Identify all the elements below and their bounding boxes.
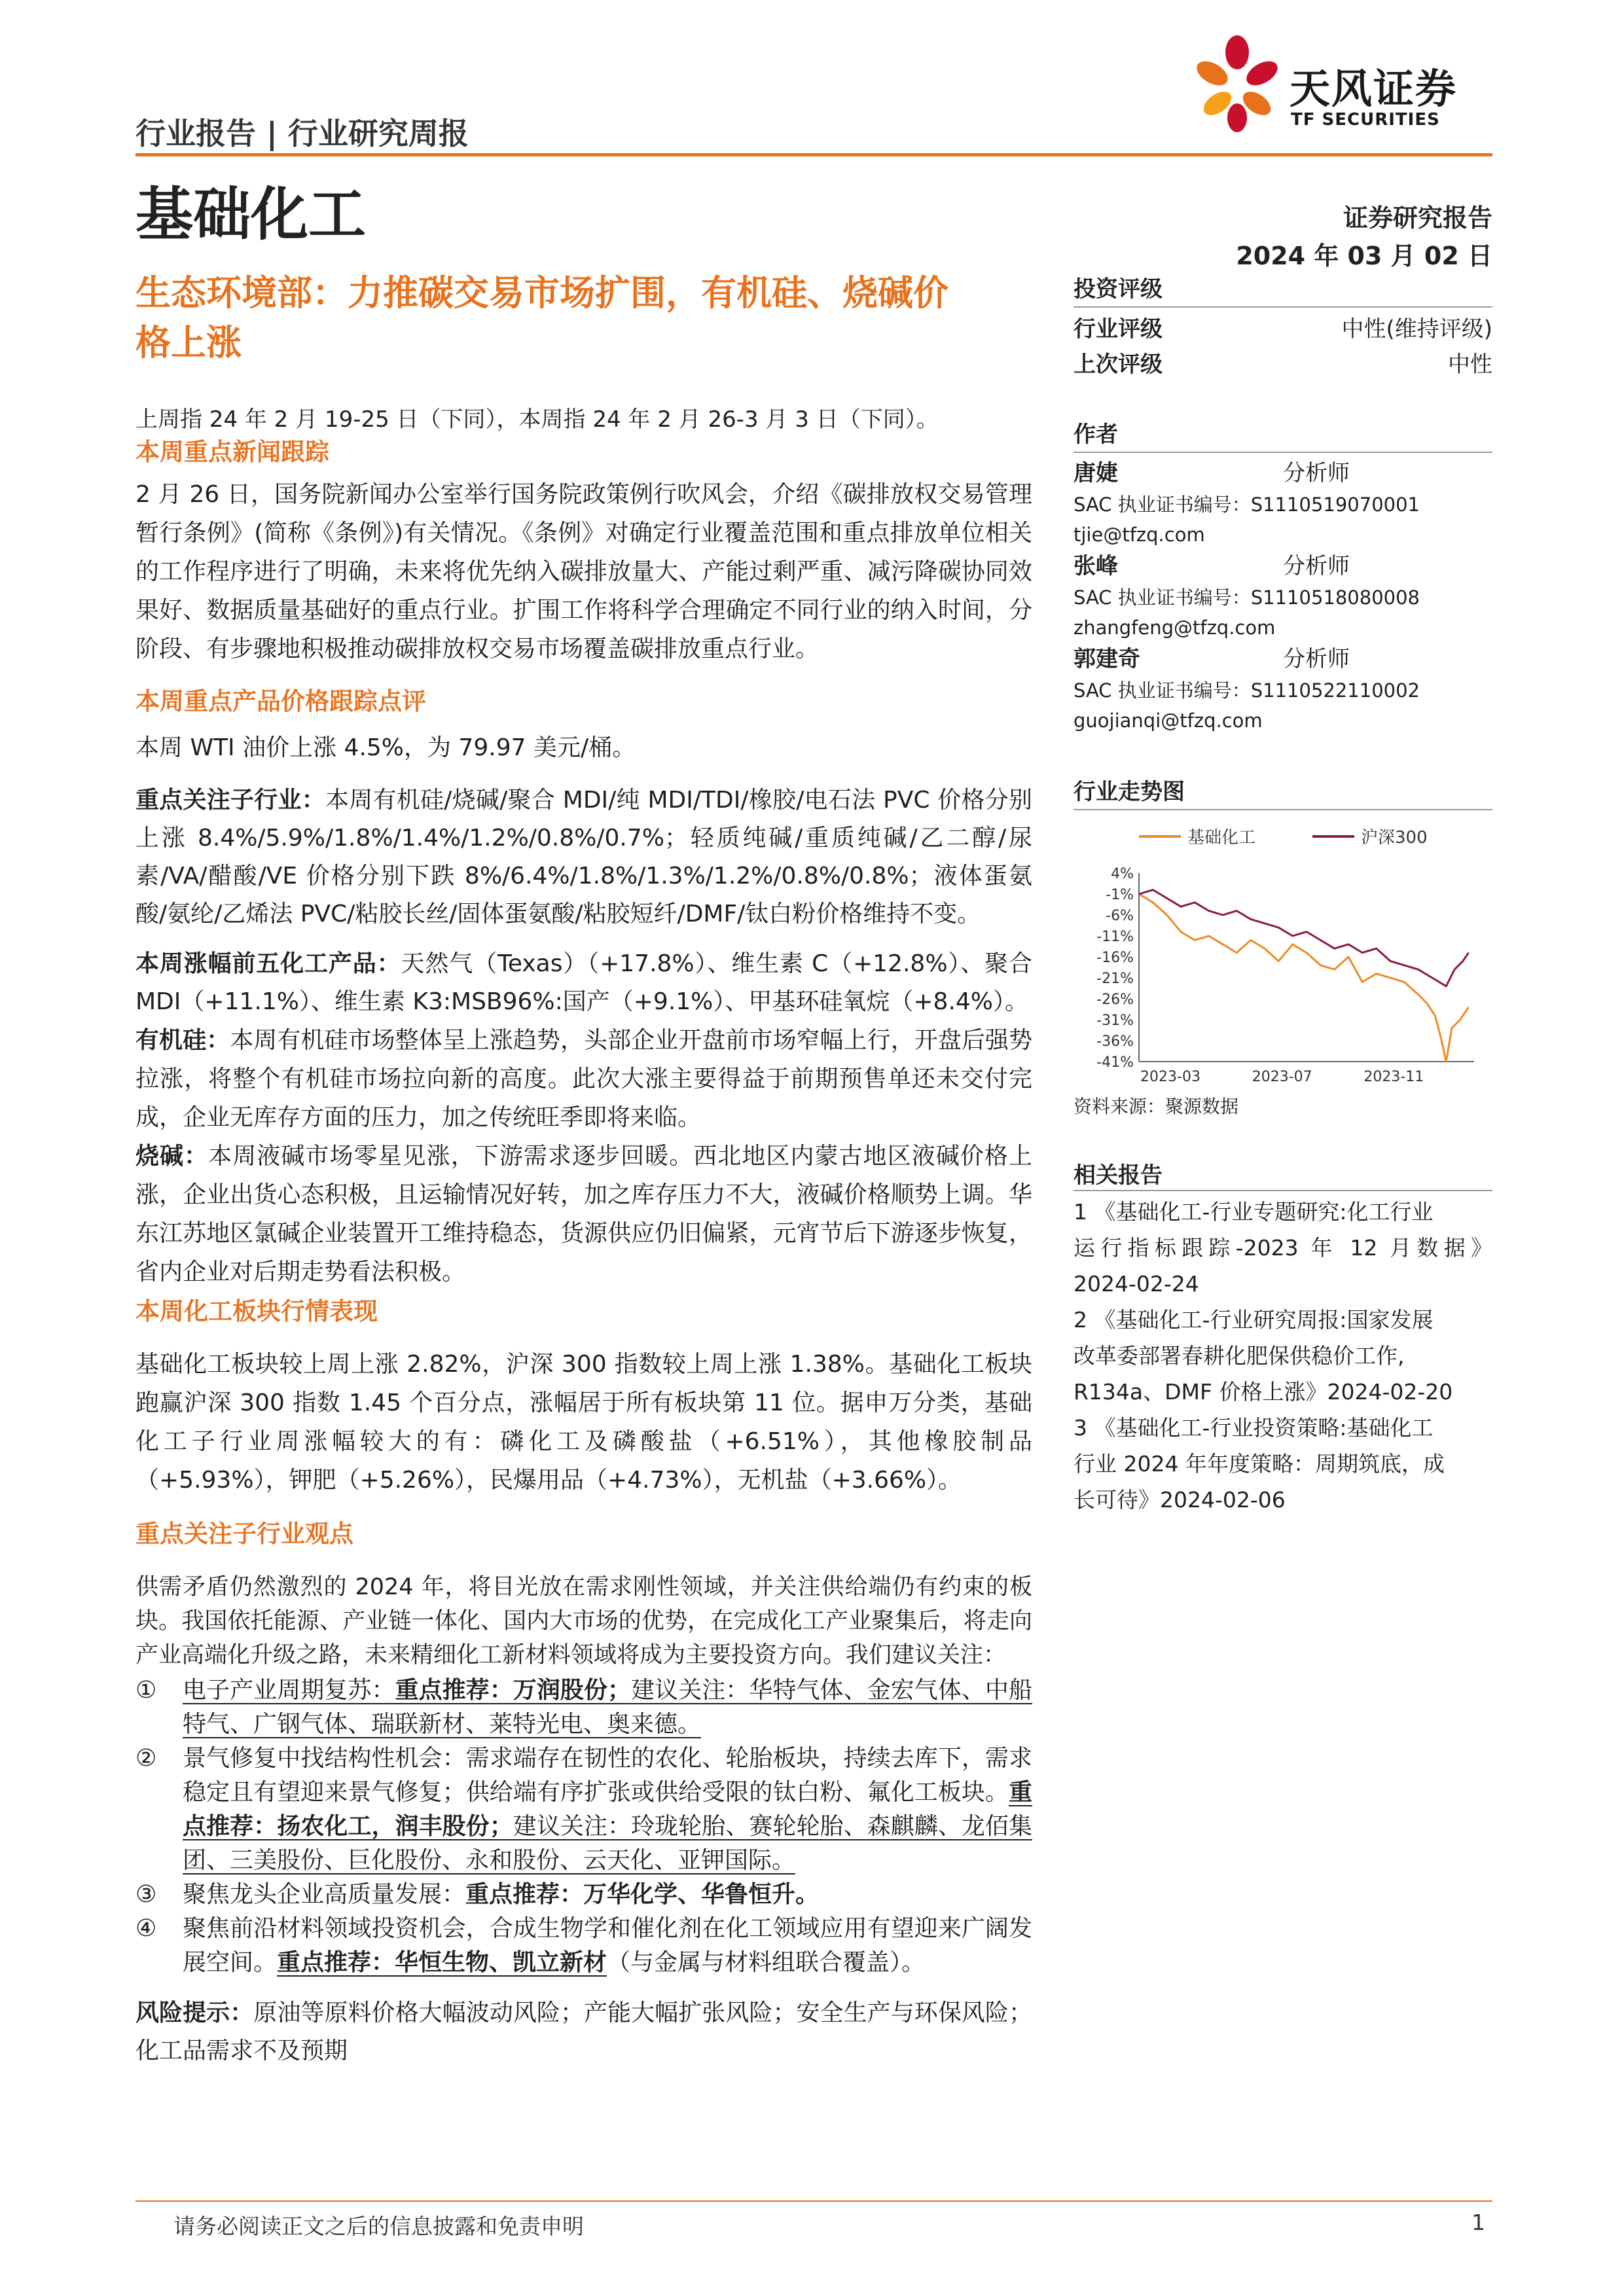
- y-tick-label: -11%: [1096, 929, 1134, 945]
- related-rule: [1074, 1190, 1492, 1191]
- top5-label: 本周涨幅前五化工产品：: [135, 950, 401, 977]
- series-line: [1139, 890, 1469, 986]
- risk-label: 风险提示：: [135, 2000, 254, 2026]
- logo-mark-icon: [1191, 33, 1283, 137]
- rating-title: 投资评级: [1074, 276, 1163, 302]
- author-sac: SAC 执业证书编号：S1110519070001: [1074, 493, 1420, 516]
- x-tick-label: 2023-11: [1363, 1069, 1424, 1085]
- recommend-list: [135, 1674, 1032, 1980]
- risk-paragraph: [135, 1994, 1032, 2070]
- industry-rating-label: 行业评级: [1074, 316, 1163, 342]
- y-tick-label: -21%: [1096, 971, 1134, 987]
- chart-rule: [1074, 809, 1492, 810]
- top5-body: 天然气（Texas）（+17.8%）、维生素 C（+12.8%）、聚合 MDI（+11.1%）、维生素 K3:MSB96%:国产（+9.1%）、甲基环硅氧烷（+8.4%）。: [135, 950, 1032, 1015]
- series-line: [1139, 894, 1469, 1062]
- related-title: 相关报告: [1074, 1162, 1163, 1189]
- author-name: 唐婕: [1074, 460, 1118, 486]
- author-block: [1074, 457, 1492, 550]
- y-tick-label: -41%: [1096, 1054, 1134, 1071]
- author-role: 分析师: [1283, 553, 1350, 579]
- footer-rule: [135, 2200, 1492, 2202]
- list-item-number: ④: [135, 1915, 157, 1942]
- industry-rating-value: 中性(维持评级): [1341, 316, 1492, 342]
- silicone-body: 本周有机硅市场整体呈上涨趋势，头部企业开盘前市场窄幅上行，开盘后强势拉涨，将整个有机硅市场拉向新的高度。此次大涨主要得益于前期预售单还未交付完成，企业无库存方面的压力，加之传统旺季即将来临。: [135, 1027, 1032, 1131]
- doc-type: 证券研究报告: [1343, 204, 1492, 232]
- author-sac: SAC 执业证书编号：S1110522110002: [1074, 679, 1420, 702]
- industry-title: 基础化工: [135, 181, 367, 248]
- report-type: 行业报告 | 行业研究周报: [135, 116, 469, 151]
- list-item: [135, 1674, 1032, 1742]
- list-item: [135, 1878, 1032, 1912]
- list-item: [135, 1912, 1032, 1980]
- news-heading: 本周重点新闻跟踪: [135, 438, 329, 466]
- legend-label: 沪深300: [1361, 828, 1428, 848]
- silicone-label: 有机硅：: [135, 1027, 230, 1054]
- y-tick-label: -31%: [1096, 1013, 1134, 1029]
- author-email[interactable]: guojianqi@tfzq.com: [1074, 709, 1263, 732]
- report-date: 2024 年 03 月 02 日: [1236, 242, 1492, 270]
- industry-rating-row: [1074, 312, 1492, 347]
- news-body: 2 月 26 日，国务院新闻办公室举行国务院政策例行吹风会，介绍《碳排放权交易管理暂行条例》(简称《条例》)有关情况。《条例》对确定行业覆盖范围和重点排放单位相关的工作程序进行了明确，未来将优先纳入碳排放量大、产能过剩严重、减污降碳协同效果好、数据质量基础好的重点行业。扩围工作将科学合理确定不同行业的纳入时间，分阶段、有步骤地积极推动碳排放权交易市场覆盖碳排放重点行业。: [135, 481, 1032, 662]
- wti-text: 本周 WTI 油价上涨 4.5%，为 79.97 美元/桶。: [135, 734, 636, 761]
- authors-title: 作者: [1074, 422, 1118, 448]
- y-tick-label: 4%: [1111, 866, 1134, 882]
- list-item-text: 聚焦前沿材料领域投资机会，合成生物学和催化剂在化工领域应用有望迎来广阔发展空间。重点推荐：华恒生物、凯立新材（与金属与材料组联合覆盖）。: [183, 1915, 1032, 1976]
- market-heading: 本周化工板块行情表现: [135, 1297, 378, 1325]
- sidebar: [1074, 275, 1492, 1518]
- caustic-paragraph: [135, 1137, 1032, 1291]
- focus-label: 重点关注子行业：: [135, 787, 326, 814]
- title-line-2: 格上涨: [135, 322, 242, 363]
- list-item-number: ②: [135, 1745, 157, 1772]
- focus-body: 本周有机硅/烧碱/聚合 MDI/纯 MDI/TDI/橡胶/电石法 PVC 价格分别上涨 8.4%/5.9%/1.8%/1.4%/1.2%/0.8%/0.7%；轻质纯碱/重质纯碱/乙二醇/尿素/VA/醋酸/VE 价格分别下跌 8%/6.4%/1.8%/1.3%/1.2%/0.8%/0.8%；液体蛋氨酸/氨纶/乙烯法 PVC/粘胶长丝/固体蛋氨酸/粘胶短纤/DMF/钛白粉价格维持不变。: [135, 787, 1032, 927]
- view-body: 供需矛盾仍然激烈的 2024 年，将目光放在需求刚性领域，并关注供给端仍有约束的板块。我国依托能源、产业链一体化、国内大市场的优势，在完成化工产业聚集后，将走向产业高端化升级之路，未来精细化工新材料领域将成为主要投资方向。我们建议关注：: [135, 1574, 1032, 1668]
- rating-rule: [1074, 306, 1492, 308]
- legend-label: 基础化工: [1187, 828, 1256, 848]
- list-item-number: ③: [135, 1881, 157, 1908]
- list-item-number: ①: [135, 1677, 157, 1704]
- related-report[interactable]: 2 《基础化工-行业研究周报:国家发展 改革委部署春耕化肥保供稳价工作, R134a、DMF 价格上涨》2024-02-20: [1074, 1307, 1453, 1405]
- market-body: 基础化工板块较上周上涨 2.82%，沪深 300 指数较上周上涨 1.38%。基础化工板块跑赢沪深 300 指数 1.45 个百分点，涨幅居于所有板块第 11 位。据申万分类，基础化工子行业周涨幅较大的有：磷化工及磷酸盐（+6.51%），其他橡胶制品（+5.93%），钾肥（+5.26%），民爆用品（+4.73%），无机盐（+3.66%）。: [135, 1351, 1032, 1494]
- focus-paragraph: [135, 781, 1032, 933]
- silicone-paragraph: [135, 1021, 1032, 1137]
- header-rule: [135, 153, 1492, 156]
- chart-title: 行业走势图: [1074, 779, 1185, 805]
- y-tick-label: -1%: [1106, 887, 1134, 903]
- prev-rating-value: 中性: [1448, 351, 1492, 378]
- prev-rating-row: [1074, 347, 1492, 382]
- x-tick-label: 2023-07: [1252, 1069, 1312, 1085]
- footer-disclaimer: 请务必阅读正文之后的信息披露和免责申明: [173, 2214, 584, 2239]
- author-block: [1074, 550, 1492, 643]
- main-column: [135, 403, 1032, 2070]
- caustic-body: 本周液碱市场零星见涨，下游需求逐步回暖。西北地区内蒙古地区液碱价格上涨，企业出货心态积极，且运输情况好转，加之库存压力不大，液碱价格顺势上调。华东江苏地区氯碱企业装置开工维持稳态，货源供应仍旧偏紧，元宵节后下游逐步恢复，省内企业对后期走势看法积极。: [135, 1143, 1032, 1285]
- y-tick-label: -6%: [1106, 908, 1134, 924]
- y-tick-label: -26%: [1096, 992, 1134, 1008]
- author-email[interactable]: tjie@tfzq.com: [1074, 524, 1205, 546]
- logo-en: TF SECURITIES: [1291, 110, 1440, 130]
- list-item: [135, 1742, 1032, 1878]
- author-role: 分析师: [1283, 460, 1350, 486]
- caustic-label: 烧碱：: [135, 1143, 209, 1170]
- chart-source: 资料来源：聚源数据: [1074, 1096, 1239, 1117]
- author-name: 张峰: [1074, 553, 1118, 579]
- risk-body: 原油等原料价格大幅波动风险；产能大幅扩张风险；安全生产与环保风险；化工品需求不及预期: [135, 2000, 1032, 2064]
- authors-rule: [1074, 452, 1492, 453]
- trend-chart: [1074, 810, 1492, 1092]
- price-heading: 本周重点产品价格跟踪点评: [135, 687, 426, 715]
- related-report[interactable]: 1 《基础化工-行业专题研究:化工行业 运行指标跟踪-2023 年 12 月数据》 2024-02-24: [1074, 1199, 1492, 1297]
- author-sac: SAC 执业证书编号：S1110518080008: [1074, 586, 1420, 609]
- y-tick-label: -36%: [1096, 1033, 1134, 1050]
- author-email[interactable]: zhangfeng@tfzq.com: [1074, 617, 1276, 639]
- y-tick-label: -16%: [1096, 950, 1134, 966]
- intro-text: 上周指 24 年 2 月 19-25 日（下同），本周指 24 年 2 月 26-3 月 3 日（下同）。: [135, 406, 939, 433]
- page-number: 1: [1471, 2210, 1485, 2235]
- title-line-1: 生态环境部：力推碳交易市场扩围，有机硅、烧碱价: [135, 272, 948, 314]
- list-item-text: 电子产业周期复苏：重点推荐：万润股份；建议关注：华特气体、金宏气体、中船特气、广钢气体、瑞联新材、莱特光电、奥来德。: [183, 1677, 1032, 1738]
- author-role: 分析师: [1283, 646, 1350, 672]
- related-report[interactable]: 3 《基础化工-行业投资策略:基础化工 行业 2024 年年度策略：周期筑底，成 长可待》2024-02-06: [1074, 1415, 1445, 1513]
- x-tick-label: 2023-03: [1140, 1069, 1200, 1085]
- author-name: 郭建奇: [1074, 646, 1140, 672]
- logo-cn: 天风证券: [1290, 65, 1458, 113]
- top5-paragraph: [135, 945, 1032, 1021]
- logo: [1191, 33, 1506, 144]
- view-heading: 重点关注子行业观点: [135, 1520, 353, 1548]
- report-title: [135, 268, 1052, 368]
- prev-rating-label: 上次评级: [1074, 351, 1163, 378]
- author-block: [1074, 643, 1492, 736]
- list-item-text: 景气修复中找结构性机会：需求端存在韧性的农化、轮胎板块，持续去库下，需求稳定且有望迎来景气修复；供给端有序扩张或供给受限的钛白粉、氟化工板块。重点推荐：扬农化工，润丰股份；建议关注：玲珑轮胎、赛轮轮胎、森麒麟、龙佰集团、三美股份、巨化股份、永和股份、云天化、亚钾国际。: [183, 1745, 1032, 1874]
- list-item-text: 聚焦龙头企业高质量发展：重点推荐：万华化学、华鲁恒升。: [183, 1881, 820, 1908]
